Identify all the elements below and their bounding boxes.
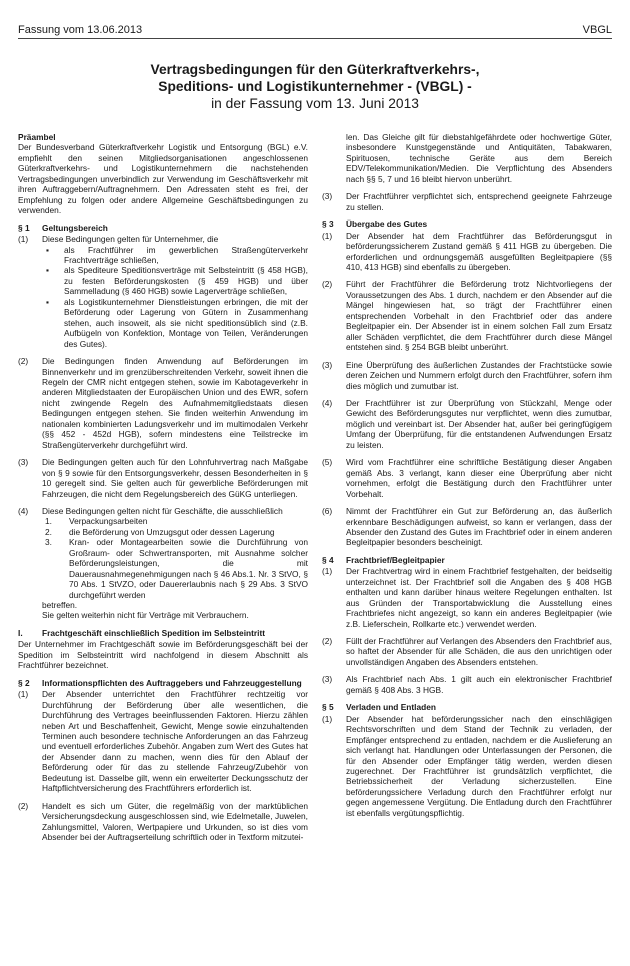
paragraph-text: Füllt der Frachtführer auf Verlangen des Absenders den Frachtbrief aus, so haftet der Absender für alle Schäden, die aus den unrichtigen oder unvollständigen Angaben des Absenders entstehen. xyxy=(346,636,612,667)
paragraph-text: len. Das Gleiche gilt für diebstahlgefährdete oder hochwertige Güter, insbesondere Kunstgegenstände und Antiquitäten, Tabakwaren, Spirituosen, technische Geräte aus dem Bereich EDV/Telekommunikation/Medien. Die Verpflichtung des Absenders nach §§ 5, 7 und 16 bleibt hiervon unberührt. xyxy=(346,132,612,184)
paragraph-intro: Diese Bedingungen gelten für Unternehmer, die xyxy=(42,234,219,245)
paragraph-text: Der Frachtführer verpflichtet sich, entsprechend geeignete Fahrzeuge zu stellen. xyxy=(346,191,612,212)
paragraph-number: (6) xyxy=(322,506,333,517)
paragraph-intro: Diese Bedingungen gelten nicht für Geschäfte, die ausschließlich xyxy=(42,505,283,516)
section-title: Verladen und Entladen xyxy=(346,702,436,713)
left-column xyxy=(18,132,308,850)
section-number: § 3 xyxy=(322,219,334,230)
paragraph-4-1 xyxy=(322,566,612,629)
list-item: ▪ als Logistikunternehmer Dienstleistungen erbringen, die mit der Beförderung oder Lagerung von Gütern in Zusammenhang stehen, auch insoweit, als sie nicht speditionsüblich sind (z.B. Aufbügeln von Konfektion, Montage von Teilen, Veränderungen des Gutes). xyxy=(42,297,308,349)
paragraph-text: Der Absender hat dem Frachtführer das Beförderungsgut in beförderungssicherem Zustand gemäß § 411 HGB zu übergeben. Die erforderlichen und ordnungsgemäß ausgefüllten Begleitpapiere (§§ 410, 413 HGB) sind ebenfalls zu übergeben. xyxy=(346,230,612,272)
paragraph-number: (3) xyxy=(18,457,29,468)
paragraph-text: Die Bedingungen gelten auch für den Lohnfuhrvertrag nach Maßgabe von § 9 sowie für den Entsorgungsverkehr, dessen Besonderheiten in § 10 geregelt sind. Sie gelten auch für gewerbliche Beförderungen mit Fahrzeugen, die nicht dem Regelungsbereich des GüKG unterliegen. xyxy=(42,457,308,499)
title-line-3: in der Fassung vom 13. Juni 2013 xyxy=(211,96,419,111)
paragraph-1-1 xyxy=(18,234,308,349)
paragraph-4-2 xyxy=(322,636,612,667)
text-columns xyxy=(18,132,612,850)
numbered-list xyxy=(42,516,308,600)
paragraph-2-2-continued xyxy=(322,132,612,184)
list-item: ▪ als Frachtführer im gewerblichen Straßengüterverkehr Frachtverträge schließen, xyxy=(42,245,308,266)
paragraph-3-4 xyxy=(322,398,612,450)
list-item: 1. Verpackungsarbeiten xyxy=(45,516,148,527)
paragraph-number: (1) xyxy=(18,689,29,700)
preamble-text: Der Bundesverband Güterkraftverkehr Logistik und Entsorgung (BGL) e.V. empfiehlt den seinen Mitgliedsorganisationen angeschlossenen Güterkraftverkehrs- und Logistikunternehmern die nachstehenden Vertragsbedingungen unverbindlich zur Verwendung im Geschäftsverkehr mit ihren Auftraggebern/Auftragnehmern. Den Adressaten steht es frei, der Empfehlung zu folgen oder andere Allgemeine Geschäftsbedingungen zu verwenden. xyxy=(18,142,308,216)
paragraph-text: Der Absender unterrichtet den Frachtführer rechtzeitig vor Durchführung der Beförderung über alle wesentlichen, die Durchführung des Vertrages beeinflussenden Faktoren. Hierzu zählen neben Art und Beschaffenheit, Gewicht, Menge sowie einzuhaltenden Terminen auch besondere technische Anforderungen an das Fahrzeug und eventuell erforderliches Zubehör. Angaben zum Wert des Gutes hat der Absender dann zu machen, wenn dies für den Ablauf der Beförderung oder für das zu stellende Fahrzeug/Zubehör von Bedeutung ist. Dasselbe gilt, wenn ein erweiterter Deckungsschutz der Haftpflichtversicherung des Frachtführers erforderlich ist. xyxy=(42,689,308,794)
paragraph-1-2 xyxy=(18,356,308,450)
paragraph-1-4 xyxy=(18,506,308,621)
paragraph-4-3 xyxy=(322,674,612,695)
section-number: § 4 xyxy=(322,554,334,565)
paragraph-number: (2) xyxy=(322,279,333,290)
list-item: ▪ als Spediteure Speditionsverträge mit Selbsteintritt (§ 458 HGB), zu festen Beförderungskosten (§ 459 HGB) und über Sammelladung (§ 460 HGB) sowie Lagerverträge schließen, xyxy=(42,265,308,296)
paragraph-tail: betreffen. xyxy=(42,600,78,611)
section-heading-4 xyxy=(322,555,612,565)
paragraph-text: Der Frachtführer ist zur Überprüfung von Stückzahl, Menge oder Gewicht des Beförderungsgutes nur verpflichtet, wenn dies zumutbar, möglich und vereinbart ist. Der Absender hat, außer bei geringfügigem Umfang der Überprüfung, für die entstandenen Aufwendungen Ersatz zu leisten. xyxy=(346,397,612,450)
section-title: Informationspflichten des Auftraggebers und Fahrzeuggestellung xyxy=(42,677,302,688)
paragraph-3-2 xyxy=(322,279,612,352)
section-heading-1 xyxy=(18,223,308,233)
paragraph-number: (3) xyxy=(322,191,333,202)
right-column xyxy=(322,132,612,850)
section-heading-3 xyxy=(322,219,612,229)
paragraph-2-2 xyxy=(18,801,308,843)
paragraph-text: Der Absender hat beförderungssicher nach den einschlägigen Rechtsvorschriften und dem Stand der Technik zu verladen, der Empfänger entsprechend zu entladen, nachdem er die Auslieferung an sich verlangt hat. Handlungen oder Unterlassungen der Personen, die für den Absender oder Empfänger tätig werden, werden diesen zugerechnet. Der Frachtführer ist grundsätzlich verpflichtet, die Betriebssicherheit der Verladung sicherzustellen. Eine beförderungssichere Verladung durch den Frachtführer erfolgt nur gegen angemessene Vergütung. Die Entladung durch den Frachtführer ist ebenfalls vergütungspflichtig. xyxy=(346,713,612,818)
section-heading-5 xyxy=(322,702,612,712)
part-title: Frachtgeschäft einschließlich Spedition im Selbsteintritt xyxy=(42,627,266,638)
title-line-2: Speditions- und Logistikunternehmer - (VBGL) - xyxy=(158,79,472,94)
bullet-marker: ▪ xyxy=(46,244,49,255)
paragraph-3-5 xyxy=(322,457,612,499)
paragraph-2-3 xyxy=(322,191,612,212)
paragraph-number: (1) xyxy=(322,566,333,577)
paragraph-number: (2) xyxy=(18,800,29,811)
bullet-list xyxy=(42,245,308,350)
paragraph-3-1 xyxy=(322,231,612,273)
paragraph-number: (4) xyxy=(322,397,333,408)
paragraph-number: (3) xyxy=(322,674,333,685)
paragraph-text: Die Bedingungen finden Anwendung auf Beförderungen im Binnenverkehr und im grenzüberschreitenden Verkehr, soweit ihnen die Regeln der CMR nicht entgegen stehen, sowie im Kabotageverkehr in anderen Mitgliedstaaten der Europäischen Union und des EWR, sofern nicht zwingende Regeln des Aufnahmemitgliedstaats diesen Bedingungen entgegen stehen. Sie finden weiterhin Anwendung im nationalen kombinierten Ladungsverkehr und im multimodalen Verkehr (§§ 452 - 452d HGB), sofern mindestens eine Teilstrecke im Straßengüterverkehr durchgeführt wird. xyxy=(42,356,308,450)
preamble-heading: Präambel xyxy=(18,132,56,142)
paragraph-2-1 xyxy=(18,689,308,794)
paragraph-text: Eine Überprüfung des äußerlichen Zustandes der Frachtstücke sowie deren Zeichen und Nummern erfolgt durch den Frachtführer, sofern ihm dies möglich und zumutbar ist. xyxy=(346,359,612,391)
part-heading-1 xyxy=(18,628,308,638)
paragraph-5-1 xyxy=(322,714,612,819)
section-title: Übergabe des Gutes xyxy=(346,219,428,230)
list-item: 3. Kran- oder Montagearbeiten sowie die Durchführung von Großraum- oder Schwertransporten, mit Ausnahme solcher Beförderungsleistungen, die mit Dauerausnahmegenehmigungen nach § 46 Abs.1. Nr. 3 StVO, § 70 Abs. 1 StVZO, oder Dauererlaubnis nach § 29 Abs. 3 StVO durchgeführt werden xyxy=(45,537,308,600)
section-heading-2 xyxy=(18,678,308,688)
paragraph-number: (3) xyxy=(322,359,333,370)
section-number: § 5 xyxy=(322,702,334,713)
paragraph-number: (1) xyxy=(322,713,333,724)
paragraph-number: (2) xyxy=(18,356,29,367)
paragraph-text: Als Frachtbrief nach Abs. 1 gilt auch ein elektronischer Frachtbrief gemäß § 408 Abs. 3 HGB. xyxy=(346,674,612,695)
paragraph-number: (4) xyxy=(18,505,29,516)
header-version: Fassung vom 13.06.2013 xyxy=(18,24,143,36)
bullet-marker: ▪ xyxy=(46,265,49,276)
paragraph-text: Der Frachtvertrag wird in einem Frachtbrief festgehalten, der beidseitig unterzeichnet ist. Der Frachtbrief soll die Angaben des § 408 HGB enthalten und kann darüber hinaus weitere Regelungen enthalten. Ist aus Gründen der Transportabwicklung die Ausstellung eines Frachtbriefes nicht angezeigt, so kann ein anderes Begleitpapier (wie z.B. Lieferschein, Rollkarte etc.) verwendet werden. xyxy=(346,566,612,629)
paragraph-1-3 xyxy=(18,457,308,499)
paragraph-number: (2) xyxy=(322,636,333,647)
bullet-marker: ▪ xyxy=(46,296,49,307)
part-intro-text: Der Unternehmer im Frachtgeschäft sowie im Beförderungsgeschäft bei der Spedition im Selbsteintritt wird nachfolgend in diesem Abschnitt als Frachtführer bezeichnet. xyxy=(18,639,308,671)
paragraph-3-6 xyxy=(322,506,612,548)
document-title xyxy=(18,61,612,112)
section-title: Frachtbrief/Begleitpapier xyxy=(346,554,445,565)
title-line-1: Vertragsbedingungen für den Güterkraftverkehrs-, xyxy=(150,62,480,77)
section-number: § 1 xyxy=(18,222,30,233)
part-number: I. xyxy=(18,627,23,638)
list-item: 2. die Beförderung von Umzugsgut oder dessen Lagerung xyxy=(45,526,275,537)
section-number: § 2 xyxy=(18,677,30,688)
paragraph-tail: Sie gelten weiterhin nicht für Verträge mit Verbrauchern. xyxy=(42,610,249,621)
paragraph-number: (1) xyxy=(18,234,29,245)
paragraph-text: Handelt es sich um Güter, die regelmäßig von der marktüblichen Versicherungsdeckung ausgeschlossen sind, wie Edelmetalle, Juwelen, Zahlungsmittel, Valoren, Wertpapiere und Urkunden, so ist dies vom Absender bei der Auftragserteilung schriftlich oder in Textform mitzutei- xyxy=(42,800,308,843)
paragraph-text: Führt der Frachtführer die Beförderung trotz Nichtvorliegens der Voraussetzungen des Abs. 1 durch, nachdem er den Absender auf die Mängel hingewiesen hat, so trägt der Frachtführer einen entsprechenden Vorbehalt in den Frachtbrief oder das andere Begleitpapier ein. Der Absender ist in einem solchen Fall zum Ersatz aller Schäden verpflichtet, die dem Frachtführer durch diese Mängel entstehen sind. § 254 BGB bleibt unberührt. xyxy=(346,279,612,353)
paragraph-number: (5) xyxy=(322,457,333,468)
page-header xyxy=(18,0,612,39)
header-abbreviation: VBGL xyxy=(582,24,612,36)
paragraph-text: Nimmt der Frachtführer ein Gut zur Beförderung an, das äußerlich erkennbare Beschädigungen aufweist, so kann er verlangen, dass der Absender den Zustand des Gutes im Frachtbrief oder in einem anderen Begleitpapier besonders bescheinigt. xyxy=(346,506,612,548)
paragraph-text: Wird vom Frachtführer eine schriftliche Bestätigung dieser Angaben gemäß Abs. 3 verlangt, kann dieser eine Überprüfung aber nicht vornehmen, erfolgt die Bestätigung durch den Frachtführer unter Vorbehalt. xyxy=(346,457,612,499)
paragraph-number: (1) xyxy=(322,230,333,241)
section-title: Geltungsbereich xyxy=(42,222,108,233)
paragraph-3-3 xyxy=(322,360,612,391)
